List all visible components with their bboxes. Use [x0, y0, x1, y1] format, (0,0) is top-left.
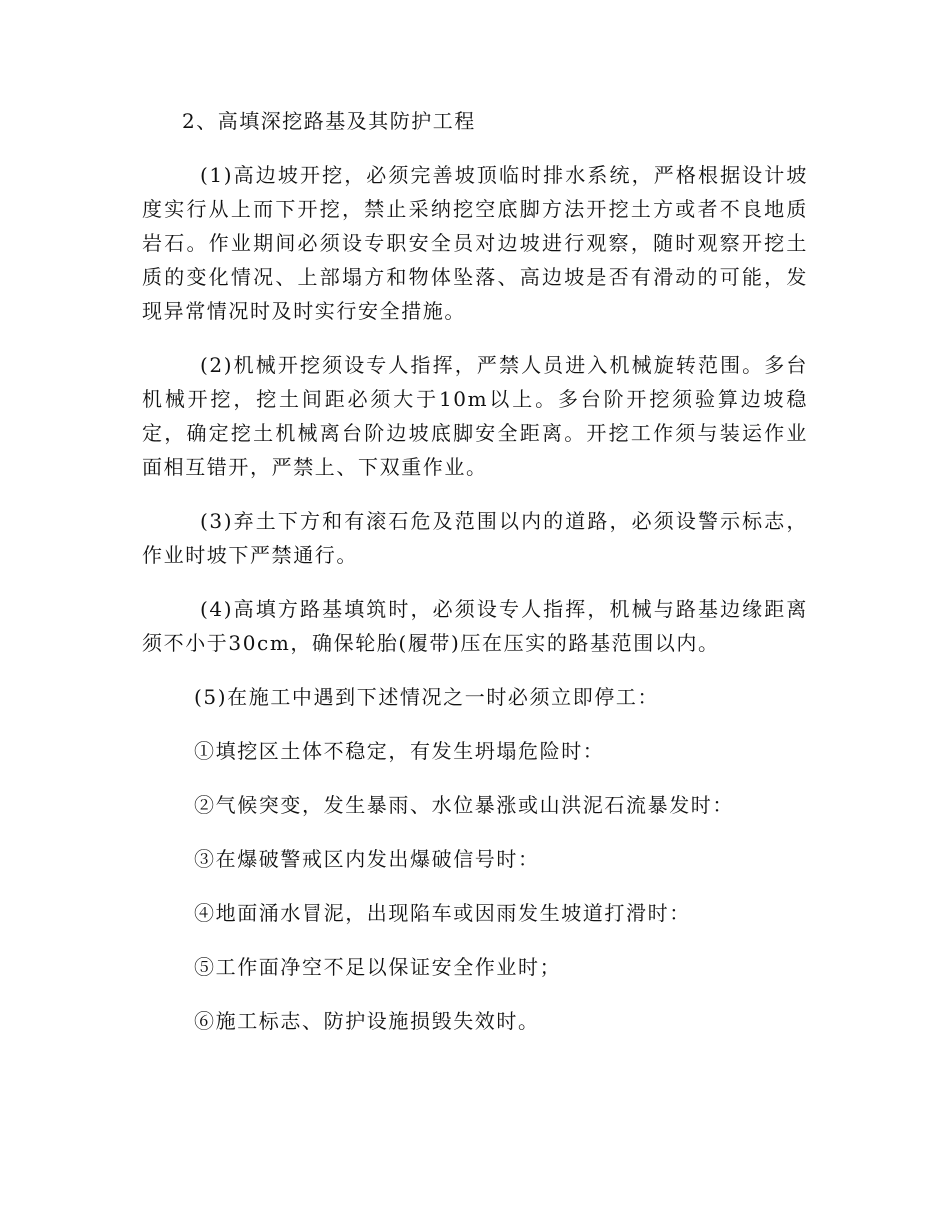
- list-item: ③在爆破警戒区内发出爆破信号时：: [194, 847, 540, 871]
- list-item: ④地面涌水冒泥，出现陷车或因雨发生坡道打滑时：: [194, 901, 691, 925]
- list-item: ⑥施工标志、防护设施损毁失效时。: [194, 1009, 540, 1033]
- paragraph-high-slope-excavation: (1)高边坡开挖，必须完善坡顶临时排水系统，严格根据设计坡度实行从上而下开挖，禁止采纳挖空底脚方法开挖土方或者不良地质岩石。作业期间必须设专职安全员对边坡进行观察，随时观察开挖土质的变化情况、上部塌方和物体坠落、高边坡是否有滑动的可能，发现异常情况时及时实行安全措施。: [142, 163, 808, 323]
- list-item: ①填挖区土体不稳定，有发生坍塌危险时：: [194, 739, 605, 763]
- list-item: ②气候突变，发生暴雨、水位暴涨或山洪泥石流暴发时：: [194, 793, 734, 817]
- section-heading: 2、高填深挖路基及其防护工程: [182, 109, 476, 133]
- paragraph-high-fill-embankment: (4)高填方路基填筑时，必须设专人指挥，机械与路基边缘距离须不小于30cm，确保轮胎(履带)压在压实的路基范围以内。: [142, 597, 808, 655]
- paragraph-spoil-warning: (3)弃土下方和有滚石危及范围以内的道路，必须设警示标志，作业时坡下严禁通行。: [142, 509, 808, 567]
- stop-work-intro: (5)在施工中遇到下述情况之一时必须立即停工：: [194, 685, 660, 709]
- list-item: ⑤工作面净空不足以保证安全作业时；: [194, 955, 562, 979]
- document-body: [142, 104, 808, 1058]
- paragraph-mechanical-excavation: (2)机械开挖须设专人指挥，严禁人员进入机械旋转范围。多台机械开挖，挖土间距必须大于10m以上。多台阶开挖须验算边坡稳定，确定挖土机械离台阶边坡底脚安全距离。开挖工作须与装运作业面相互错开，严禁上、下双重作业。: [142, 353, 808, 479]
